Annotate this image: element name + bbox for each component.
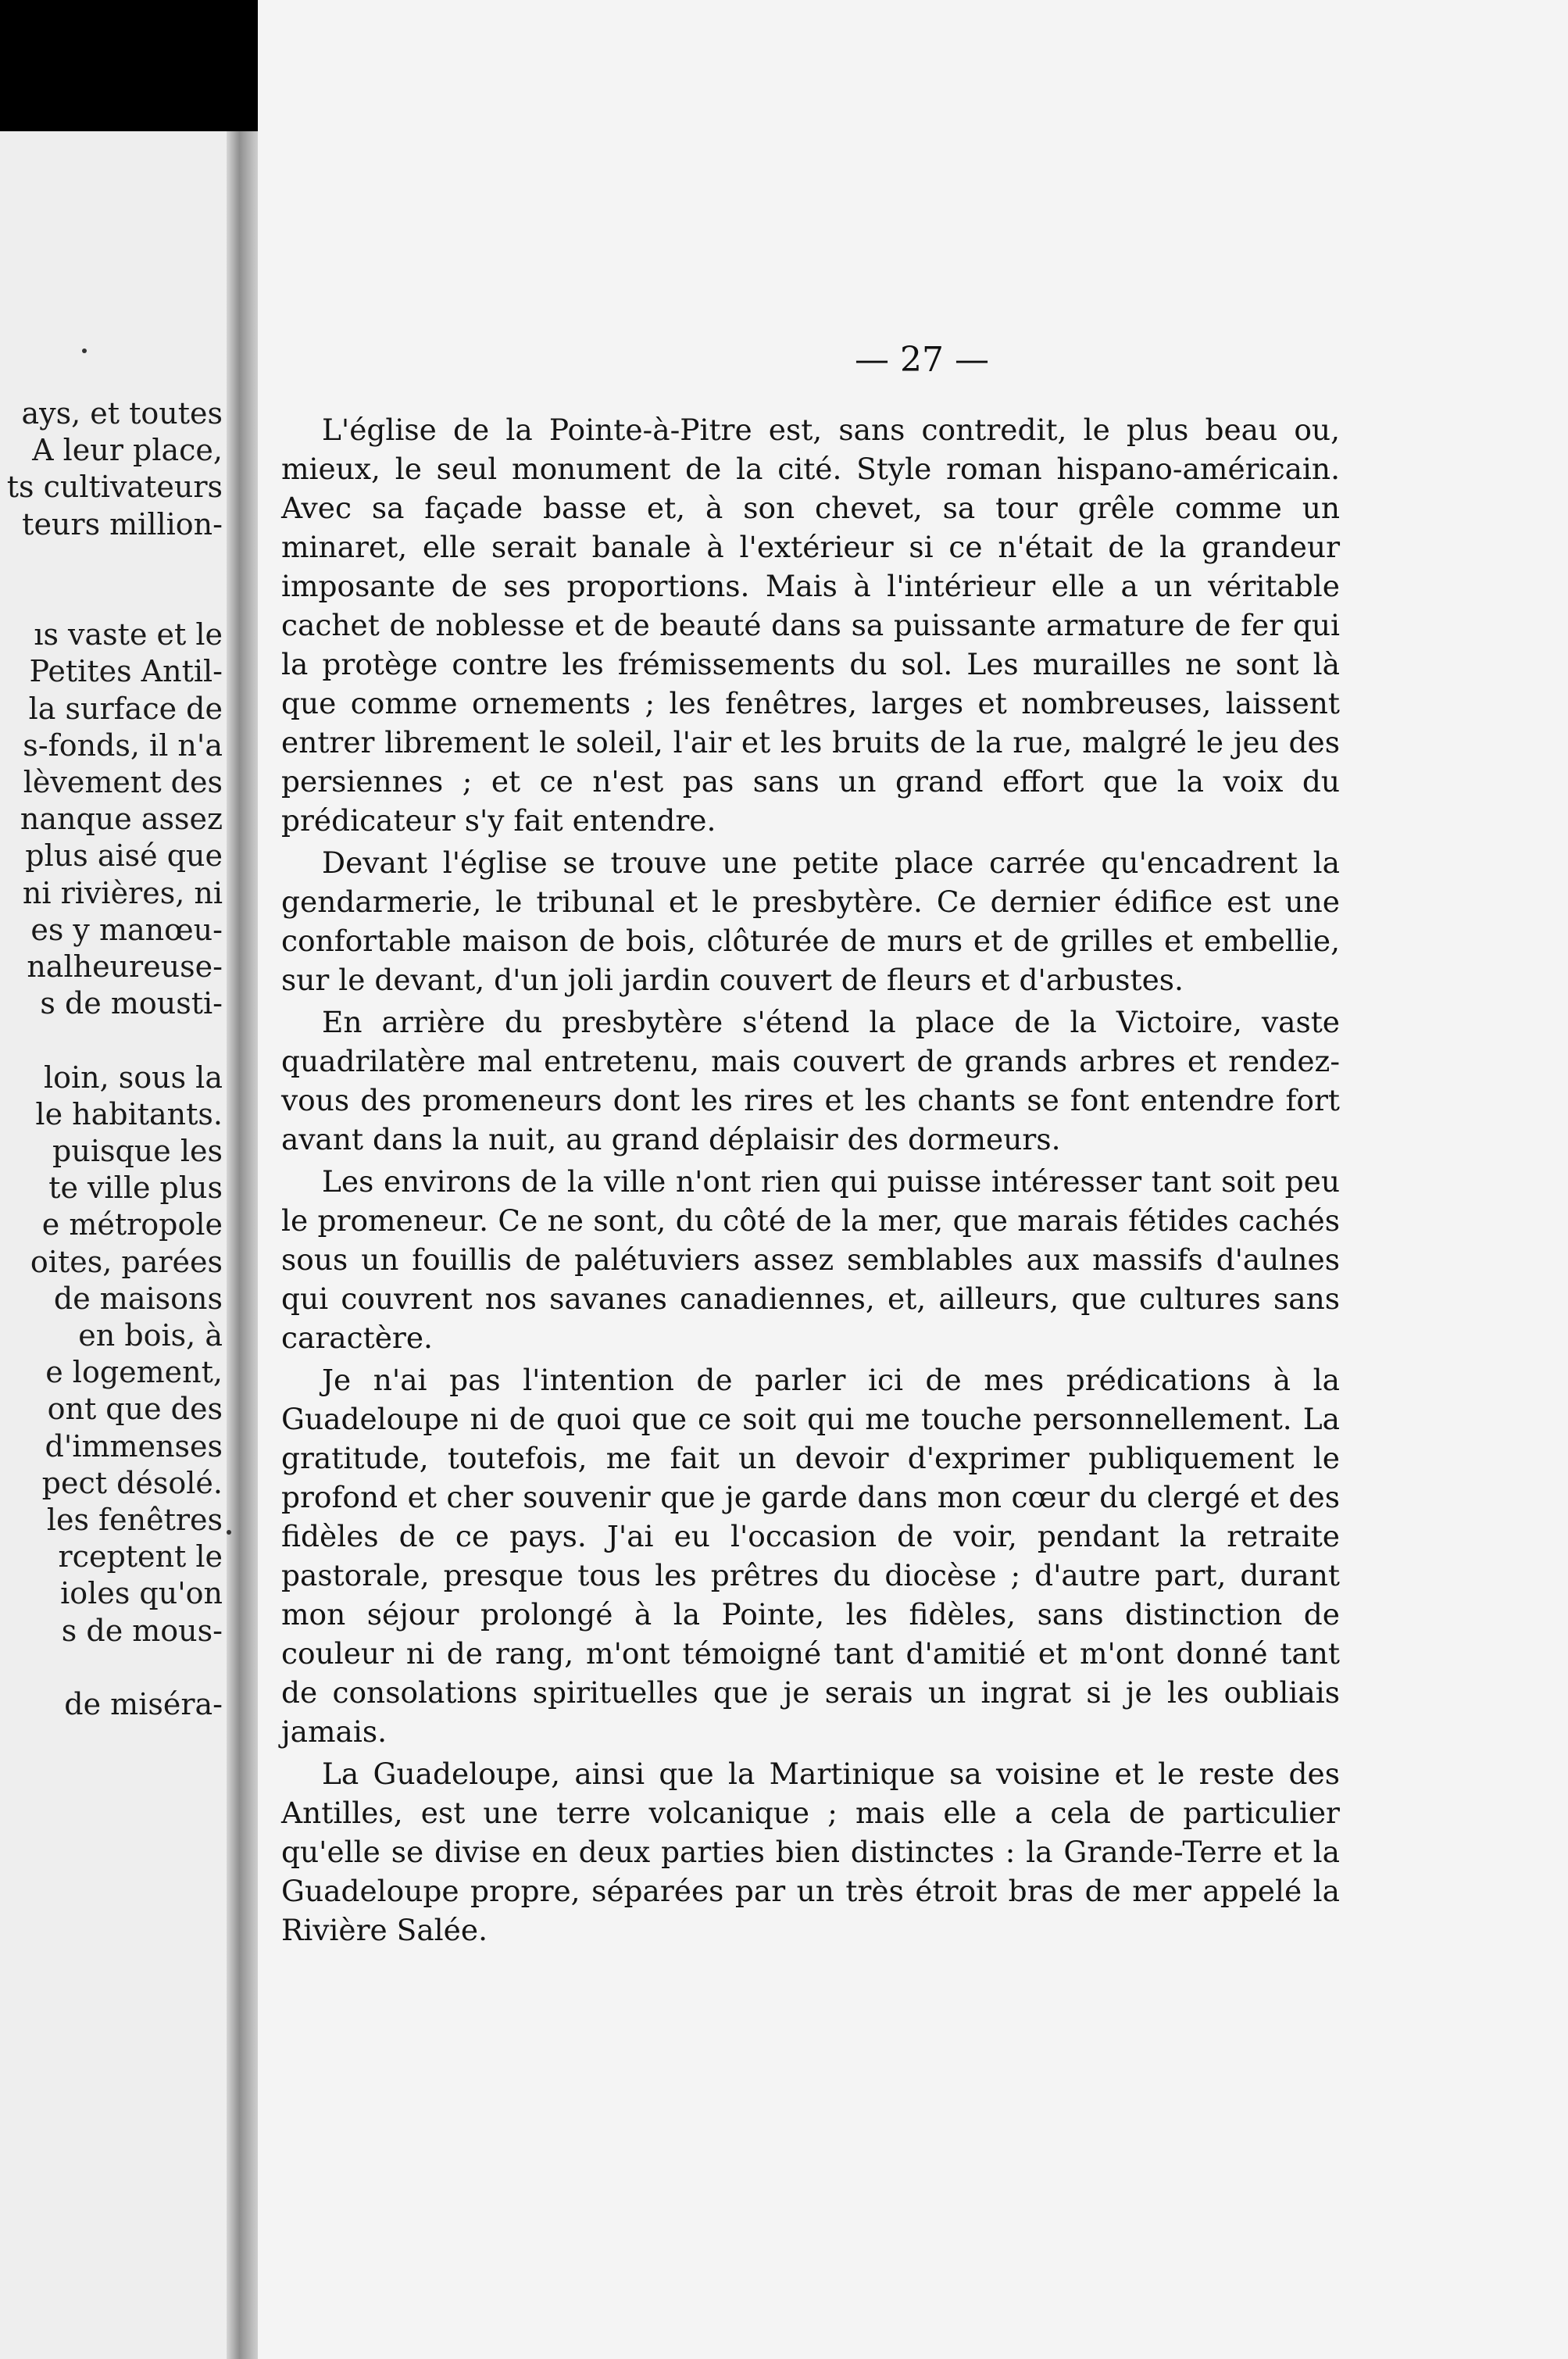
left-fragment-line: es y manœu- bbox=[30, 912, 223, 947]
speck-mark bbox=[227, 1530, 231, 1535]
left-fragment-line: e logement, bbox=[45, 1355, 223, 1390]
paragraph-6: La Guadeloupe, ainsi que la Martinique sa voisine et le reste des Antilles, est une terre volcanique ; mais elle a cela de particulier qu'elle se divise en deux parties bien distinctes : la Grande-Terre et la Guadeloupe propre, séparées par un très étroit bras de mer appelé la Rivière Salée. bbox=[281, 1757, 1340, 1947]
page-number: — 27 — bbox=[855, 340, 989, 380]
left-fragment-line: nanque assez bbox=[20, 802, 223, 837]
left-fragment-line: nalheureuse- bbox=[27, 949, 223, 984]
left-fragment-line: ni rivières, ni bbox=[22, 875, 223, 910]
left-fragment-line: s de mousti- bbox=[40, 986, 223, 1021]
left-fragment-line: de maisons bbox=[53, 1281, 223, 1316]
left-fragment-line: ays, et toutes bbox=[21, 396, 223, 431]
left-fragment-line: la surface de bbox=[28, 691, 223, 726]
left-fragment-line: ts cultivateurs bbox=[6, 470, 223, 505]
paragraph-4: Les environs de la ville n'ont rien qui puisse intéresser tant soit peu le promeneur. Ce ne sont, du côté de la mer, que marais fétides cachés sous un fouillis de palétuviers assez semblables aux massifs d'aulnes qui couvrent nos savanes canadiennes, et, ailleurs, que cultures sans caractère. bbox=[281, 1164, 1340, 1355]
left-fragment-line: teurs million- bbox=[22, 506, 223, 541]
left-fragment-line: loin, sous la bbox=[43, 1060, 223, 1095]
left-page-fragment bbox=[0, 131, 246, 2359]
left-fragment-line: Petites Antil- bbox=[29, 654, 223, 689]
left-fragment-line: rceptent le bbox=[58, 1539, 223, 1574]
left-fragment-line: ont que des bbox=[47, 1392, 223, 1427]
left-fragment-line: le habitants. bbox=[35, 1096, 223, 1131]
left-fragment-line: A leur place, bbox=[32, 433, 223, 468]
left-fragment-line: e métropole bbox=[41, 1207, 223, 1242]
paragraph-1: L'église de la Pointe-à-Pitre est, sans contredit, le plus beau ou, mieux, le seul monument de la cité. Style roman hispano-américain. Avec sa façade basse et, à son chevet, sa tour grêle comme un minaret, elle serait banale à l'extérieur si ce n'était de la grandeur imposante de ses proportions. Mais à l'intérieur elle a un véritable cachet de noblesse et de beauté dans sa puissante armature de fer qui la protège contre les frémissements du sol. Les murailles ne sont là que comme ornements ; les fenêtres, larges et nombreuses, laissent entrer librement le soleil, l'air et les bruits de la rue, malgré le jeu des persiennes ; et ce n'est pas sans un grand effort que la voix du prédicateur s'y fait entendre. bbox=[281, 413, 1340, 838]
paragraph-5: Je n'ai pas l'intention de parler ici de mes prédications à la Guadeloupe ni de quoi que ce soit qui me touche personnellement. La gratitude, toutefois, me fait un devoir d'exprimer publiquement le profond et cher souvenir que je garde dans mon cœur du clergé et des fidèles de ce pays. J'ai eu l'occasion de voir, pendant la retraite pastorale, presque tous les prêtres du diocèse ; d'autre part, durant mon séjour prolongé à la Pointe, les fidèles, sans distinction de couleur ni de rang, m'ont témoigné tant d'amitié et m'ont donné tant de consolations spirituelles que je serais un ingrat si je les oubliais jamais. bbox=[281, 1363, 1340, 1749]
left-fragment-line: de miséra- bbox=[64, 1687, 223, 1721]
paragraph-2: Devant l'église se trouve une petite place carrée qu'encadrent la gendarmerie, le tribunal et le presbytère. Ce dernier édifice est une confortable maison de bois, clôturée de murs et de grilles et embellie, sur le devant, d'un joli jardin couvert de fleurs et d'arbustes. bbox=[281, 845, 1340, 997]
left-fragment-line: te ville plus bbox=[48, 1171, 223, 1206]
right-page bbox=[258, 0, 1568, 2359]
left-fragment-line: puisque les bbox=[52, 1134, 223, 1168]
left-fragment-line: plus aisé que bbox=[25, 838, 223, 874]
left-fragment-line: ıs vaste et le bbox=[34, 617, 223, 652]
left-fragment-line: ioles qu'on bbox=[60, 1576, 223, 1611]
left-fragment-line: lèvement des bbox=[23, 765, 223, 799]
left-fragment-line: s de mous- bbox=[61, 1613, 223, 1648]
left-fragment-line: les fenêtres bbox=[46, 1503, 223, 1537]
left-fragment-line: d'immenses bbox=[45, 1428, 223, 1464]
left-fragment-line: pect désolé. bbox=[41, 1465, 223, 1500]
left-fragment-line: oites, parées bbox=[30, 1244, 223, 1279]
paragraph-3: En arrière du presbytère s'étend la place de la Victoire, vaste quadrilatère mal entretenu, mais couvert de grands arbres et rendez-vous des promeneurs dont les rires et les chants se font entendre fort avant dans la nuit, au grand déplaisir des dormeurs. bbox=[281, 1005, 1340, 1156]
left-fragment-line: s-fonds, il n'a bbox=[23, 727, 223, 763]
speck-mark bbox=[82, 348, 87, 353]
left-fragment-line: en bois, à bbox=[78, 1318, 223, 1353]
page-text bbox=[281, 410, 1340, 1953]
